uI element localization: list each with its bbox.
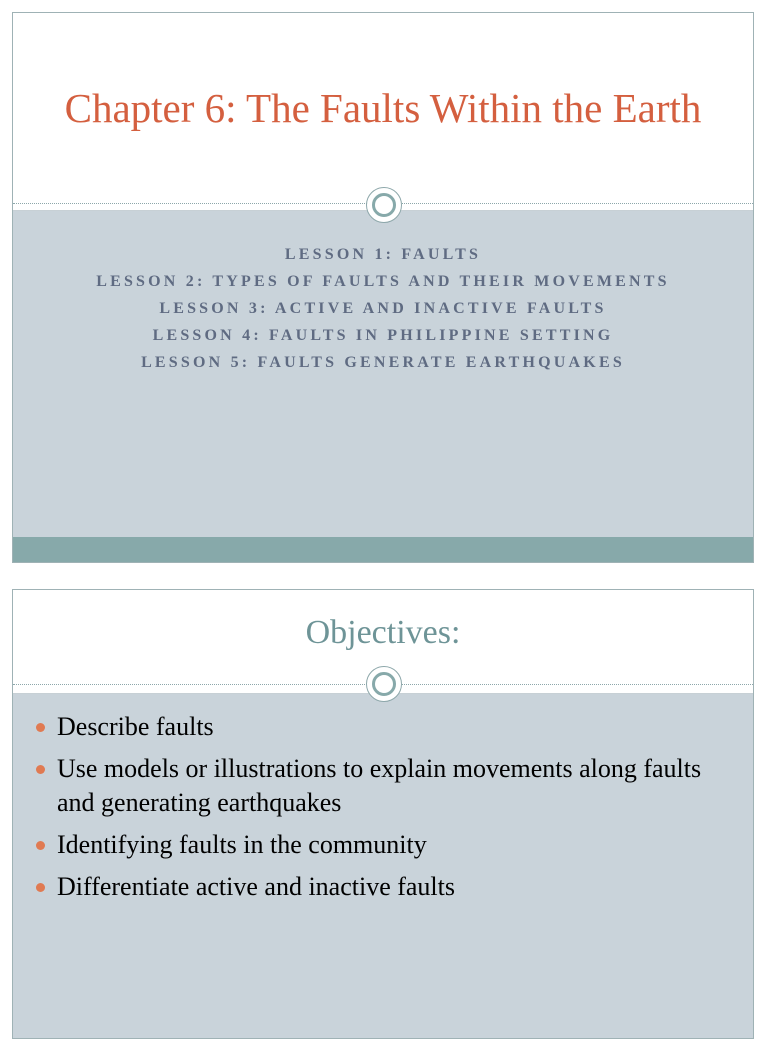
circle-ornament-icon bbox=[366, 666, 402, 702]
title-area bbox=[13, 13, 753, 203]
objective-item bbox=[33, 710, 723, 744]
bullet-dot-icon bbox=[36, 723, 45, 732]
lesson-item: LESSON 2: TYPES OF FAULTS AND THEIR MOVEMENTS bbox=[96, 273, 670, 290]
objectives-title: Objectives: bbox=[305, 614, 461, 651]
lesson-item: LESSON 3: ACTIVE AND INACTIVE FAULTS bbox=[159, 300, 607, 317]
objective-text: Describe faults bbox=[57, 712, 214, 741]
lesson-item: LESSON 4: FAULTS IN PHILIPPINE SETTING bbox=[152, 327, 614, 344]
objective-item bbox=[33, 870, 723, 904]
lesson-item: LESSON 5: FAULTS GENERATE EARTHQUAKES bbox=[141, 354, 625, 371]
objective-item bbox=[33, 752, 723, 820]
lesson-item: LESSON 1: FAULTS bbox=[284, 246, 482, 263]
objective-item bbox=[33, 828, 723, 862]
objective-text: Differentiate active and inactive faults bbox=[57, 872, 455, 901]
slide-objectives bbox=[12, 589, 754, 1039]
circle-ornament-icon bbox=[366, 187, 402, 223]
objective-text: Identifying faults in the community bbox=[57, 830, 427, 859]
bullet-dot-icon bbox=[36, 841, 45, 850]
bullet-dot-icon bbox=[36, 765, 45, 774]
objectives-list bbox=[33, 710, 723, 912]
slide-title bbox=[12, 12, 754, 563]
objective-text: Use models or illustrations to explain movements along faults and generating earthquakes bbox=[57, 754, 702, 817]
footer-band bbox=[13, 537, 753, 563]
bullet-dot-icon bbox=[36, 883, 45, 892]
slide-title-heading: Chapter 6: The Faults Within the Earth bbox=[64, 85, 702, 131]
lesson-list bbox=[73, 243, 693, 378]
